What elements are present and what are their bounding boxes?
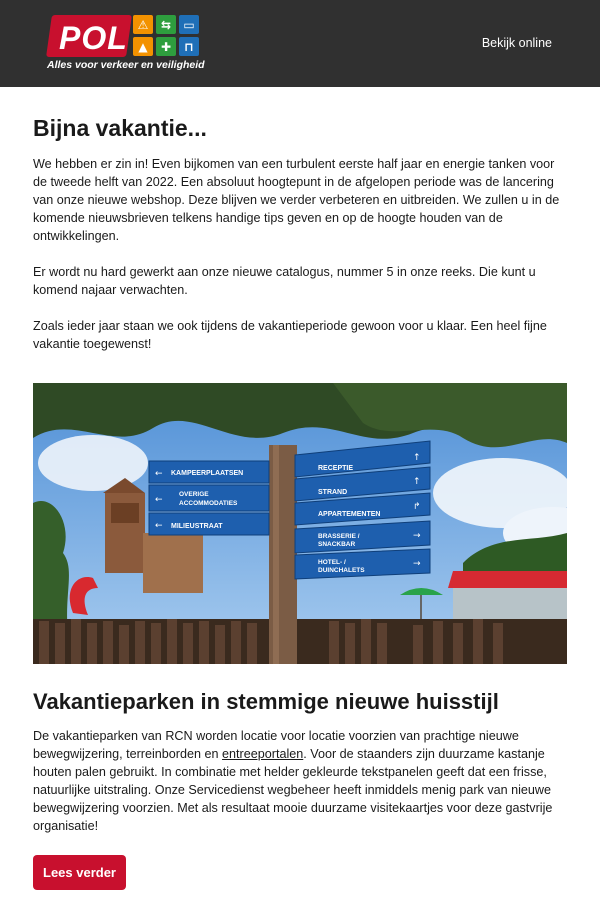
sign-receptie: RECEPTIE — [318, 464, 354, 472]
section-paragraph — [33, 727, 567, 835]
cone-icon: ▲ — [133, 37, 153, 56]
pol-logo[interactable] — [47, 15, 207, 73]
right-sign-group — [295, 441, 430, 579]
svg-text:BRASSERIE /: BRASSERIE / — [318, 532, 360, 540]
first-aid-icon: ✚ — [156, 37, 176, 56]
section-text-1: De vakantieparken van RCN worden locatie voor locatie voorzien van prachtige nieuwe bewegwijzering, terreinborden en — [33, 728, 519, 761]
svg-text:OVERIGE: OVERIGE — [179, 490, 209, 498]
svg-text:↱: ↱ — [413, 501, 421, 512]
sign-strand: STRAND — [318, 488, 348, 496]
content — [0, 115, 600, 890]
svg-text:←: ← — [155, 494, 163, 505]
logo-tiles — [133, 15, 199, 57]
entreeportalen-link[interactable]: entreeportalen — [222, 746, 304, 761]
display-icon: ▭ — [179, 15, 199, 34]
svg-text:←: ← — [155, 520, 163, 531]
view-online-link[interactable]: Bekijk online — [481, 36, 552, 50]
svg-text:SNACKBAR: SNACKBAR — [318, 540, 356, 548]
read-more-button[interactable]: Lees verder — [33, 855, 126, 890]
logo-tagline: Alles voor verkeer en veiligheid — [47, 59, 205, 71]
svg-text:↑: ↑ — [413, 476, 421, 487]
signpost-icon: ⇆ — [156, 15, 176, 34]
section-title: Vakantieparken in stemmige nieuwe huisstijl — [33, 688, 499, 714]
intro-paragraph-1: We hebben er zin in! Even bijkomen van een turbulent eerste half jaar en energie tanken voor de tweede helft van 2022. Een absoluut hoogtepunt in de afgelopen periode was de lancering van onze nieuwe webshop. Deze blijven we verder verbeteren en uitbreiden. We zullen u in de komende nieuwsbrieven telkens handige tips geven en op de hoogte houden van de ontwikkelingen. — [33, 156, 560, 243]
svg-text:ACCOMMODATIES: ACCOMMODATIES — [179, 499, 238, 507]
svg-text:→: → — [413, 558, 421, 569]
sign-appartementen: APPARTEMENTEN — [318, 510, 381, 518]
sign-kampeerplaatsen: KAMPEERPLAATSEN — [171, 469, 244, 477]
svg-text:→: → — [413, 530, 421, 541]
svg-text:DUINCHALETS: DUINCHALETS — [318, 566, 365, 574]
svg-text:↑: ↑ — [413, 452, 421, 463]
traffic-sign-icon: ⚠ — [133, 15, 153, 34]
intro-paragraph-2: Er wordt nu hard gewerkt aan onze nieuwe catalogus, nummer 5 in onze reeks. Die kunt u komend najaar verwachten. — [33, 264, 536, 297]
sign-milieustraat: MILIEUSTRAAT — [171, 522, 223, 530]
logo-text: POL — [59, 20, 128, 56]
svg-text:←: ← — [155, 468, 163, 479]
intro-title: Bijna vakantie... — [33, 115, 207, 141]
svg-text:HOTEL- /: HOTEL- / — [318, 558, 346, 566]
header — [0, 0, 600, 87]
section-text-2: . Voor de staanders zijn duurzame kastanje houten palen gebruikt. In combinatie met helder gekleurde tekstpanelen geeft dat een frisse, natuurlijke uitstraling. Onze Servicedienst wegbeheer heeft inmiddels menig park van nieuwe bewegwijzering voorzien. Met als resultaat mooie duurzame visitekaartjes voor deze gastvrije organisatie! — [33, 746, 553, 833]
intro-paragraph-3: Zoals ieder jaar staan we ook tijdens de vakantieperiode gewoon voor u klaar. Een heel fijne vakantie toegewenst! — [33, 318, 547, 351]
road-icon: ⊓ — [179, 37, 199, 56]
hero-image-signposts[interactable] — [33, 383, 567, 664]
left-sign-group — [149, 461, 269, 535]
